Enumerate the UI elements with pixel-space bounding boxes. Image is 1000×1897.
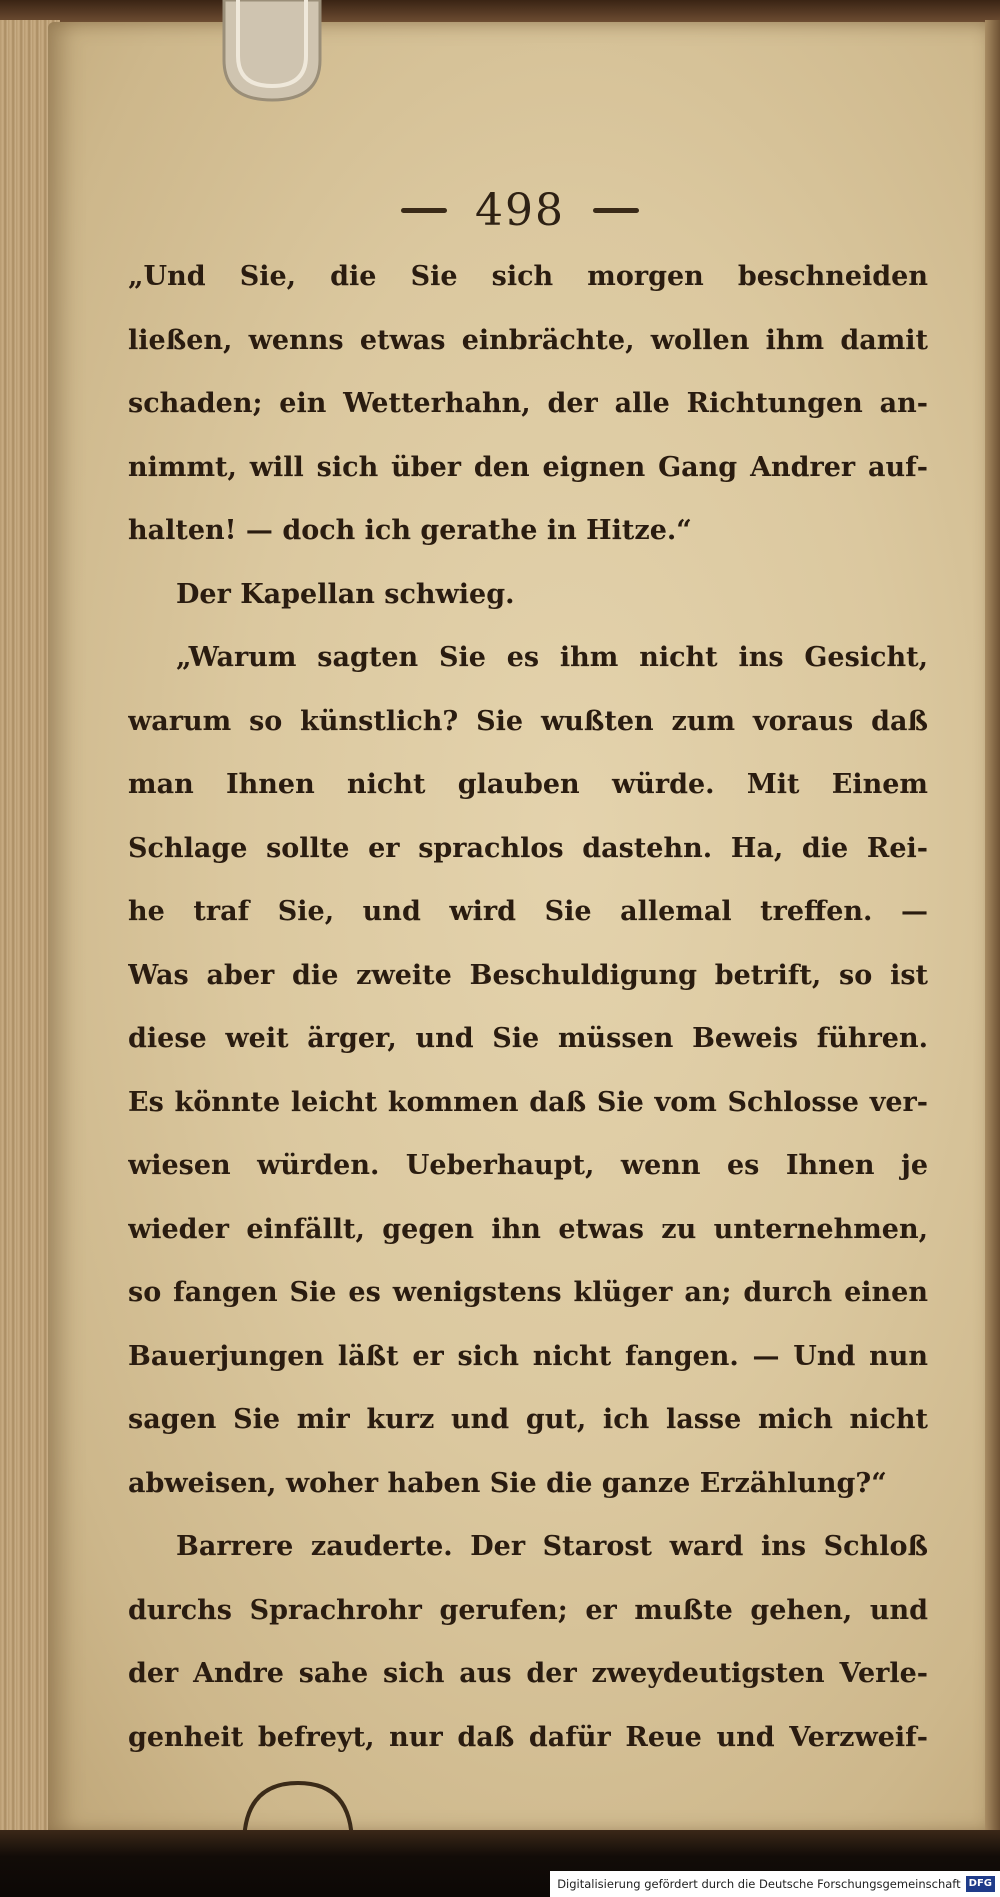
text-line: nimmt, will sich über den eignen Gang Andrer auf‐: [128, 451, 928, 483]
text-line: wieder einfällt, gegen ihn etwas zu unternehmen,: [128, 1213, 928, 1245]
page-clip-icon: [216, 0, 328, 108]
text-line: „Warum sagten Sie es ihm nicht ins Gesicht,: [176, 642, 928, 673]
credit-text: Digitalisierung gefördert durch die Deutsche Forschungsgemeinschaft: [557, 1877, 961, 1891]
text-line: schaden; ein Wetterhahn, der alle Richtungen an‐: [128, 388, 928, 419]
text-line: „Und Sie, die Sie sich morgen beschneiden: [128, 261, 928, 292]
text-line: sagen Sie mir kurz und gut, ich lasse mich nicht: [128, 1404, 928, 1435]
text-line: man Ihnen nicht glauben würde. Mit Einem: [128, 769, 928, 800]
right-page-edge: [985, 20, 1000, 1835]
text-line: Es könnte leicht kommen daß Sie vom Schlosse ver‐: [128, 1086, 928, 1118]
ornament-dash-right: [593, 208, 639, 213]
text-line: Bauerjungen läßt er sich nicht fangen. — Und nun: [128, 1340, 928, 1372]
text-line: halten! — doch ich gerathe in Hitze.“: [128, 515, 692, 546]
text-line: der Andre sahe sich aus der zweydeutigsten Verle‐: [128, 1658, 928, 1689]
digitization-credit: [550, 1871, 1000, 1897]
text-line: abweisen, woher haben Sie die ganze Erzählung?“: [128, 1467, 887, 1499]
text-line: durchs Sprachrohr gerufen; er mußte gehen, und: [128, 1594, 928, 1626]
text-line: so fangen Sie es wenigstens klüger an; durch einen: [128, 1277, 928, 1308]
text-line: diese weit ärger, und Sie müssen Beweis führen.: [128, 1023, 928, 1054]
dfg-logo: DFG: [966, 1876, 995, 1892]
ornament-dash-left: [401, 208, 447, 213]
text-line: Schlage sollte er sprachlos dastehn. Ha, die Rei‐: [128, 832, 928, 864]
text-line: wiesen würden. Ueberhaupt, wenn es Ihnen je: [128, 1150, 928, 1181]
page-header: [370, 180, 670, 240]
text-line: genheit befreyt, nur daß dafür Reue und Verzweif‐: [128, 1721, 928, 1753]
text-line: ließen, wenns etwas einbrächte, wollen ihm damit: [128, 324, 928, 356]
text-line: Der Kapellan schwieg.: [176, 578, 515, 610]
text-line: Barrere zauderte. Der Starost ward ins Schloß: [176, 1531, 928, 1562]
text-line: Was aber die zweite Beschuldigung betrift, so ist: [128, 959, 928, 991]
page-number: 498: [475, 184, 565, 236]
text-line: warum so künstlich? Sie wußten zum voraus daß: [128, 705, 928, 737]
text-line: he traf Sie, und wird Sie allemal treffen. —: [128, 896, 928, 927]
body-text: [128, 245, 928, 1769]
